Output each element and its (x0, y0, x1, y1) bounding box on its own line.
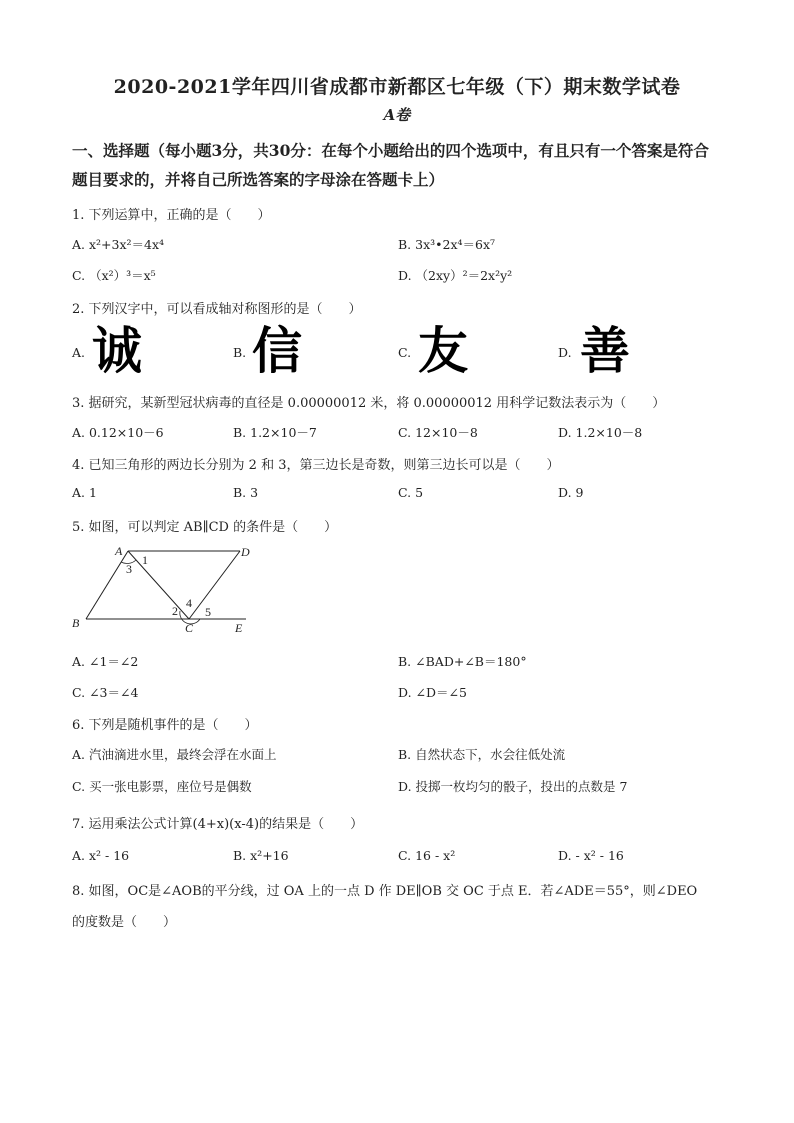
question-3-stem: 3. 据研究，某新型冠状病毒的直径是 0.00000012 米，将 0.00000012 用科学记数法表示为（ ） (72, 396, 666, 411)
question-6-option-b: B. 自然状态下，水会往低处流 (398, 747, 566, 762)
question-4-option-c: C. 5 (398, 485, 424, 500)
question-7-option-b: B. x²+16 (233, 848, 289, 863)
question-1-option-c: C. （x²）³＝x⁵ (72, 268, 156, 283)
question-2-option-a-character: 诚 (92, 322, 142, 380)
point-label-c: C (185, 621, 194, 635)
question-4-option-b: B. 3 (233, 485, 259, 500)
question-1-option-b: B. 3x³•2x⁴＝6x⁷ (398, 237, 496, 252)
point-label-d: D (241, 545, 250, 559)
question-5-option-d: D. ∠D＝∠5 (398, 685, 467, 700)
question-2-option-a-label: A. (72, 345, 86, 360)
angle-label-5: 5 (205, 605, 211, 619)
question-2-option-d-character: 善 (580, 322, 630, 380)
question-5-figure (68, 540, 258, 640)
question-6-option-a: A. 汽油滴进水里，最终会浮在水面上 (72, 747, 277, 762)
question-3-option-a: A. 0.12×10－6 (72, 425, 164, 440)
question-5-stem: 5. 如图，可以判定 AB∥CD 的条件是（ ） (72, 520, 338, 535)
question-3-option-b: B. 1.2×10－7 (233, 425, 317, 440)
question-3-option-d: D. 1.2×10－8 (558, 425, 643, 440)
question-4-option-a: A. 1 (72, 485, 97, 500)
line-ac (128, 551, 189, 619)
point-label-b: B (72, 616, 80, 630)
question-1-option-d: D. （2xy）²＝2x²y² (398, 268, 513, 283)
question-3-option-c: C. 12×10－8 (398, 425, 478, 440)
question-2-option-d-label: D. (558, 345, 572, 360)
line-cd (189, 551, 240, 619)
question-2-option-c-label: C. (398, 345, 412, 360)
question-2-option-b-label: B. (233, 345, 247, 360)
question-6-option-d: D. 投掷一枚均匀的骰子，投出的点数是 7 (398, 779, 628, 794)
question-2-option-b-character: 信 (252, 322, 302, 380)
paper-section-label: A卷 (383, 106, 411, 124)
question-4-option-d: D. 9 (558, 485, 584, 500)
exam-title: 2020-2021学年四川省成都市新都区七年级（下）期末数学试卷 (113, 76, 681, 98)
question-7-option-d: D. - x² - 16 (558, 848, 624, 863)
question-6-option-c: C. 买一张电影票，座位号是偶数 (72, 779, 252, 794)
angle-label-1: 1 (142, 553, 148, 567)
angle-label-3: 3 (126, 562, 132, 576)
question-5-option-a: A. ∠1＝∠2 (72, 654, 139, 669)
question-5-option-b: B. ∠BAD+∠B＝180° (398, 654, 527, 669)
question-7-stem: 7. 运用乘法公式计算(4+x)(x-4)的结果是（ ） (72, 817, 364, 832)
question-1-option-a: A. x²+3x²＝4x⁴ (72, 237, 165, 252)
question-2-stem: 2. 下列汉字中，可以看成轴对称图形的是（ ） (72, 302, 362, 317)
angle-label-2: 2 (172, 604, 178, 618)
section-instructions: 一、选择题（每小题3分，共30分：在每个小题给出的四个选项中，有且只有一个答案是符合题目要求的，并将自己所选答案的字母涂在答题卡上） (72, 141, 709, 189)
point-label-a: A (115, 544, 123, 558)
point-label-e: E (235, 621, 243, 635)
question-8-stem-line-2: 的度数是（ ） (72, 915, 177, 930)
question-4-stem: 4. 已知三角形的两边长分别为 2 和 3，第三边长是奇数，则第三边长可以是（ ） (72, 458, 560, 473)
line-ab (86, 551, 128, 619)
question-5-option-c: C. ∠3＝∠4 (72, 685, 139, 700)
question-1-stem: 1. 下列运算中，正确的是（ ） (72, 208, 271, 223)
question-7-option-a: A. x² - 16 (72, 848, 130, 863)
question-8-stem-line-1: 8. 如图，OC是∠AOB的平分线，过 OA 上的一点 D 作 DE∥OB 交 OC 于点 E．若∠ADE＝55°，则∠DEO (72, 884, 698, 899)
question-6-stem: 6. 下列是随机事件的是（ ） (72, 718, 258, 733)
angle-label-4: 4 (186, 596, 192, 610)
question-7-option-c: C. 16 - x² (398, 848, 456, 863)
question-2-option-c-character: 友 (418, 322, 468, 380)
